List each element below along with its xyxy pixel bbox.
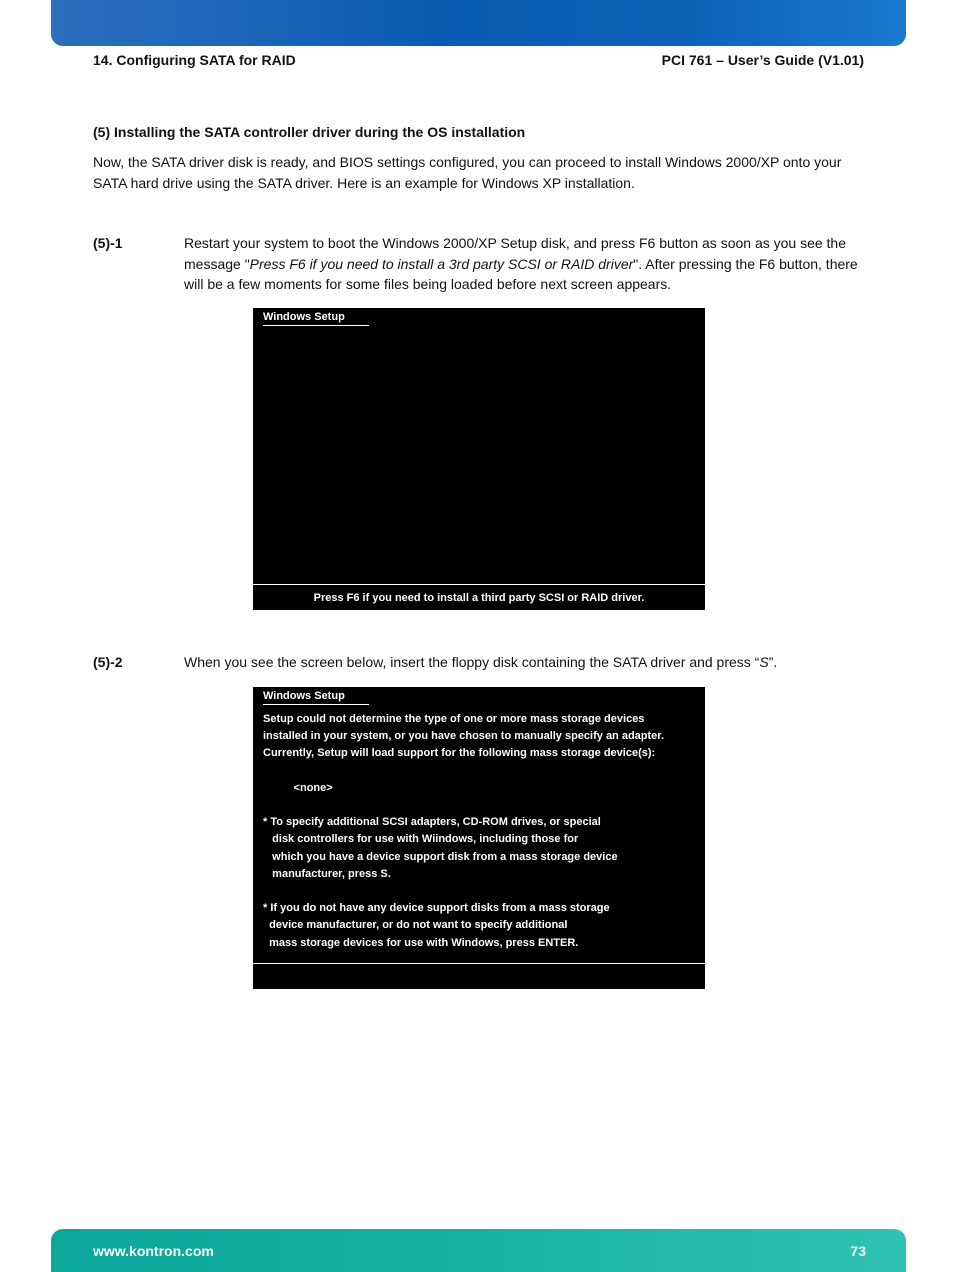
step-2-key: S	[759, 654, 769, 670]
intro-paragraph: Now, the SATA driver disk is ready, and BIOS settings configured, you can proceed to install Windows 2000/XP onto your SATA hard drive using the SATA driver. Here is an example for Windows XP installation.	[93, 154, 842, 191]
step-2-text-after: ”.	[768, 654, 778, 670]
screen-2-title: Windows Setup	[263, 690, 369, 705]
screen-1-divider	[253, 584, 705, 585]
step-1-text	[184, 233, 864, 295]
guide-title: PCI 761 – User’s Guide (V1.01)	[661, 52, 864, 68]
step-1-message: Press F6 if you need to install a 3rd party SCSI or RAID driver	[249, 255, 634, 272]
screen-1-title: Windows Setup	[263, 311, 369, 326]
page-number: 73	[850, 1243, 866, 1259]
step-2-label: (5)-2	[93, 654, 123, 670]
footer-url[interactable]: www.kontron.com	[93, 1243, 214, 1259]
step-2-text-before: When you see the screen below, insert the floppy disk containing the SATA driver and press “	[184, 654, 760, 670]
section-title: (5) Installing the SATA controller driver during the OS installation	[93, 124, 526, 140]
top-banner	[51, 0, 906, 46]
step-1-text-before: Restart your system to boot the Windows 2000/XP Setup disk, and press F6 button as soon as you see the message "	[184, 235, 846, 272]
windows-setup-screen-1	[253, 308, 705, 610]
step-1-text-after: ". After pressing the F6 button, there will be a few moments for some files being loaded before next screen appears.	[184, 255, 858, 292]
step-2-text	[184, 652, 864, 673]
chapter-heading: 14. Configuring SATA for RAID	[93, 52, 296, 68]
footer-banner	[51, 1229, 906, 1272]
screen-1-footer: Press F6 if you need to install a third party SCSI or RAID driver.	[313, 592, 645, 604]
screen-2-divider	[253, 963, 705, 964]
screen-2-body: Setup could not determine the type of one or more mass storage devices installed in your system, or you have chosen to manually specify an adapter. Currently, Setup will load support for the following mass storage device(s): <none> * To specify additional SCSI adapters, CD-ROM drives, or special disk controllers for use with Wiindows, including those for which you have a device support disk from a mass storage device manufacturer, press S. * If you do not have any device support disks from a mass storage device manufacturer, or do not want to specify additional mass storage devices for use with Windows, press ENTER.	[263, 713, 665, 949]
windows-setup-screen-2	[253, 687, 705, 989]
step-1-label: (5)-1	[93, 235, 123, 251]
